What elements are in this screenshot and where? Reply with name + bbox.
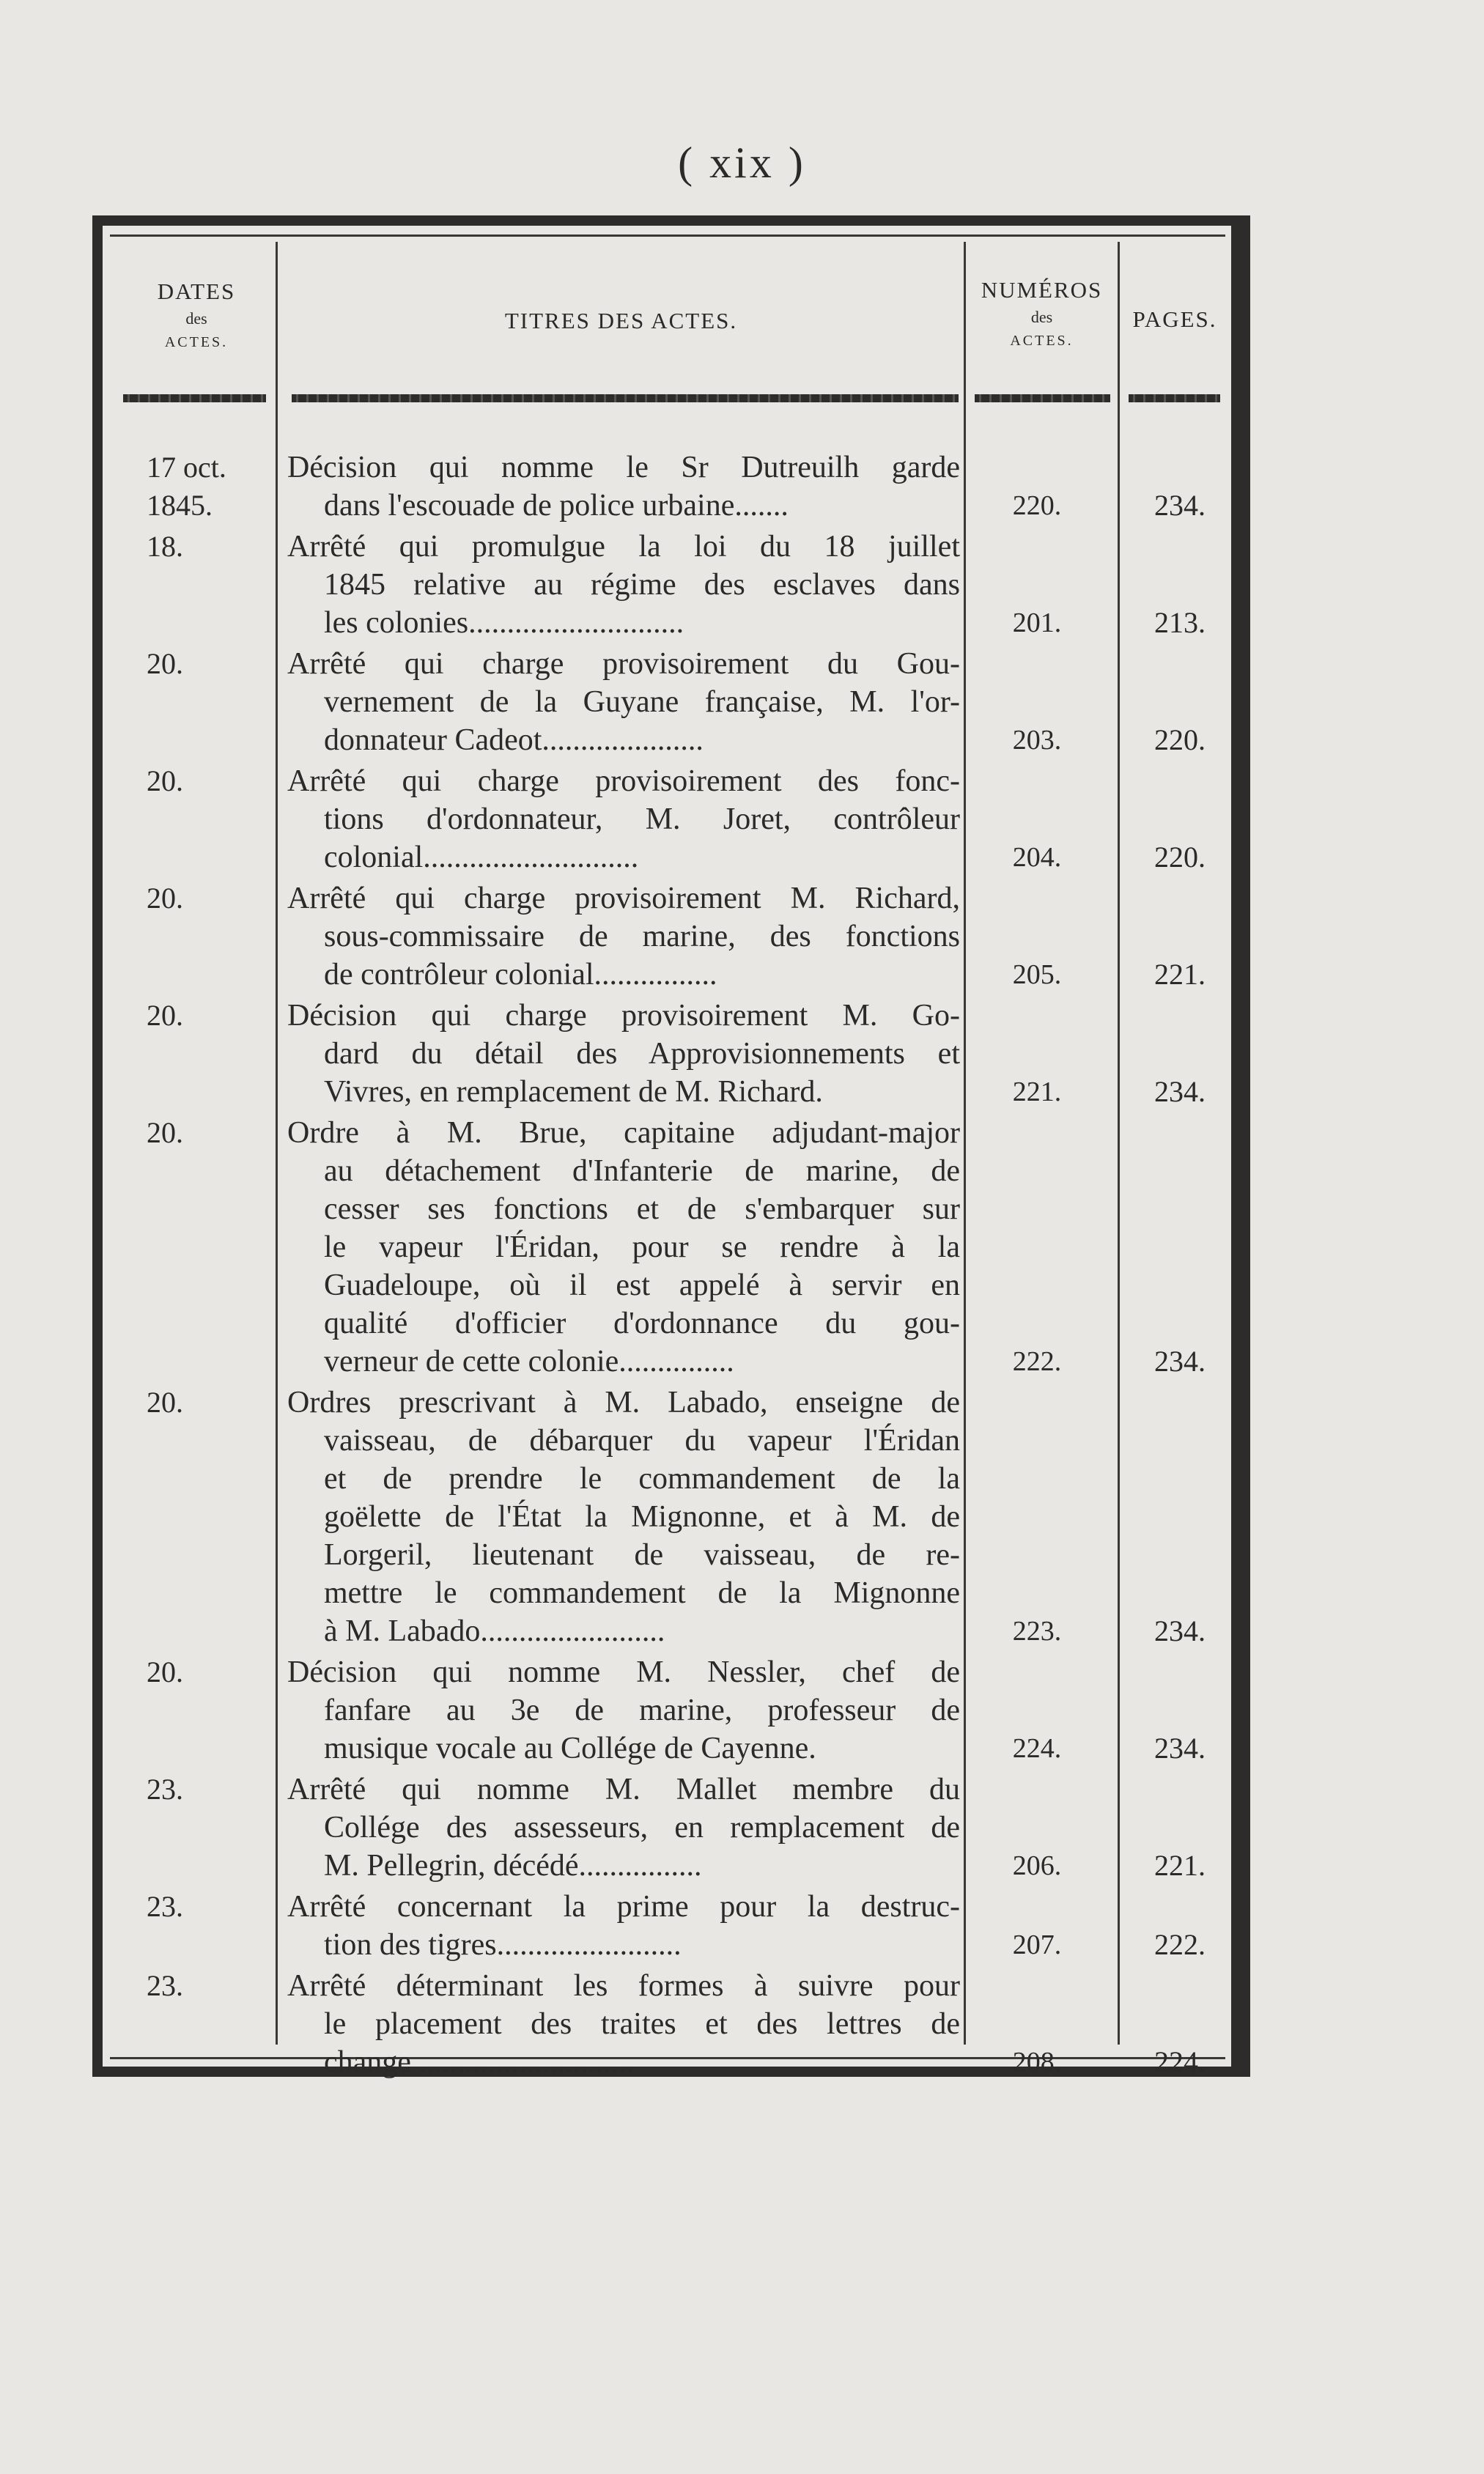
row-title	[287, 1888, 960, 1964]
header-dates	[117, 278, 276, 351]
column-divider-3	[1118, 242, 1120, 2045]
header-pages	[1120, 306, 1230, 333]
row-date: 20.	[147, 882, 183, 915]
row-title-line: et de prendre le commandement de la	[324, 1462, 960, 1496]
row-act-number: 224.	[1012, 1733, 1062, 1764]
row-act-number: 220.	[1012, 490, 1062, 521]
row-title	[287, 1967, 960, 2081]
row-act-number: 201.	[1012, 608, 1062, 638]
row-page-number: 222.	[1154, 1928, 1206, 1961]
row-act-number: 222.	[1012, 1346, 1062, 1377]
header-dates-sub1: des	[185, 309, 207, 328]
row-title-line: change ............................	[324, 2045, 635, 2079]
row-title-line: vaisseau, de débarquer du vapeur l'Éridan	[324, 1424, 960, 1458]
row-title-line: Décision qui nomme le Sr Dutreuilh garde	[287, 451, 960, 484]
row-title-line: Arrêté concernant la prime pour la destruc-	[287, 1890, 960, 1924]
row-page-number: 234.	[1154, 489, 1206, 522]
row-title-line: donnateur Cadeot.....................	[324, 723, 704, 757]
header-titles	[278, 308, 964, 334]
row-title	[287, 1770, 960, 1885]
row-page-number: 221.	[1154, 1849, 1206, 1882]
row-title-line: fanfare au 3e de marine, professeur de	[324, 1694, 960, 1727]
row-title-line: qualité d'officier d'ordonnance du gou-	[324, 1307, 960, 1340]
row-page-number: 224.	[1154, 2045, 1206, 2078]
row-date: 18.	[147, 530, 183, 563]
page-header: ( xix )	[678, 139, 806, 187]
row-date: 17 oct.	[147, 451, 226, 484]
row-page-number: 234.	[1154, 1075, 1206, 1108]
row-act-number: 205.	[1012, 959, 1062, 990]
row-title-line: à M. Labado........................	[324, 1614, 665, 1648]
row-title	[287, 1384, 960, 1650]
row-title	[287, 1114, 960, 1381]
column-divider-2	[964, 242, 966, 2045]
row-date: 20.	[147, 1655, 183, 1688]
row-page-number: 213.	[1154, 606, 1206, 639]
row-title-line: cesser ses fonctions et de s'embarquer sur	[324, 1192, 960, 1226]
row-title-line: Arrêté qui charge provisoirement M. Richard,	[287, 882, 960, 915]
row-title-line: Arrêté qui promulgue la loi du 18 juillet	[287, 530, 960, 564]
header-rule-titles	[292, 394, 959, 402]
row-title-line: Décision qui nomme M. Nessler, chef de	[287, 1655, 960, 1689]
row-page-number: 234.	[1154, 1732, 1206, 1765]
column-divider-1	[276, 242, 278, 2045]
row-title-line: Guadeloupe, où il est appelé à servir en	[324, 1269, 960, 1302]
row-title-line: Vivres, en remplacement de M. Richard.	[324, 1075, 823, 1109]
row-title-line: goëlette de l'État la Mignonne, et à M. de	[324, 1500, 960, 1534]
row-title-line: vernement de la Guyane française, M. l'or-	[324, 685, 960, 719]
row-title-line: verneur de cette colonie...............	[324, 1345, 734, 1378]
row-title-line: Arrêté qui nomme M. Mallet membre du	[287, 1773, 960, 1806]
row-title-line: dans l'escouade de police urbaine.......	[324, 489, 789, 523]
row-date: 23.	[147, 1969, 183, 2002]
row-date: 20.	[147, 999, 183, 1032]
header-numbers-sub1: des	[1030, 308, 1053, 326]
row-act-number: 204.	[1012, 842, 1062, 873]
row-date: 20.	[147, 647, 183, 680]
row-date: 23.	[147, 1773, 183, 1806]
row-title-line: Lorgeril, lieutenant de vaisseau, de re-	[324, 1538, 960, 1572]
row-title-line: le vapeur l'Éridan, pour se rendre à la	[324, 1230, 960, 1264]
header-rule-dates	[123, 394, 266, 402]
row-title-line: Ordre à M. Brue, capitaine adjudant-major	[287, 1116, 960, 1150]
row-date: 20.	[147, 764, 183, 797]
row-title	[287, 762, 960, 876]
row-date-year: 1845.	[147, 489, 213, 522]
row-title-line: mettre le commandement de la Mignonne	[324, 1576, 960, 1610]
row-title-line: Arrêté qui charge provisoirement des fonc-	[287, 764, 960, 798]
row-page-number: 220.	[1154, 841, 1206, 874]
row-title-line: Arrêté déterminant les formes à suivre pour	[287, 1969, 960, 2003]
row-act-number: 207.	[1012, 1930, 1062, 1960]
row-title	[287, 879, 960, 994]
row-title-line: Collége des assesseurs, en remplacement de	[324, 1811, 960, 1845]
row-title-line: dard du détail des Approvisionnements et	[324, 1037, 960, 1071]
row-title	[287, 448, 960, 525]
row-page-number: 221.	[1154, 958, 1206, 991]
header-titles-title: TITRES DES ACTES.	[504, 308, 738, 333]
row-title-line: tions d'ordonnateur, M. Joret, contrôleur	[324, 802, 960, 836]
header-rule-pages	[1129, 394, 1220, 402]
row-act-number: 208.	[1012, 2047, 1062, 2078]
row-page-number: 234.	[1154, 1345, 1206, 1378]
row-date: 20.	[147, 1116, 183, 1149]
row-title	[287, 997, 960, 1111]
row-page-number: 220.	[1154, 723, 1206, 756]
row-act-number: 206.	[1012, 1850, 1062, 1881]
row-title-line: de contrôleur colonial................	[324, 958, 717, 992]
row-date: 23.	[147, 1890, 183, 1923]
row-title-line: tion des tigres........................	[324, 1928, 682, 1962]
row-title-line: 1845 relative au régime des esclaves dans	[324, 568, 960, 602]
header-rule-numbers	[975, 394, 1110, 402]
row-title-line: Arrêté qui charge provisoirement du Gou-	[287, 647, 960, 681]
row-act-number: 223.	[1012, 1616, 1062, 1647]
row-title	[287, 645, 960, 759]
header-dates-title: DATES	[157, 278, 236, 304]
row-act-number: 203.	[1012, 725, 1062, 756]
row-title	[287, 528, 960, 642]
row-title-line: les colonies............................	[324, 606, 684, 640]
row-title-line: sous-commissaire de marine, des fonctions	[324, 920, 960, 953]
row-title-line: Ordres prescrivant à M. Labado, enseigne de	[287, 1386, 960, 1419]
row-page-number: 234.	[1154, 1614, 1206, 1647]
header-numbers-sub2: ACTES.	[1010, 333, 1074, 349]
row-title-line: musique vocale au Collége de Cayenne.	[324, 1732, 816, 1765]
row-title-line: le placement des traites et des lettres de	[324, 2007, 960, 2041]
row-title-line: M. Pellegrin, décédé................	[324, 1849, 702, 1883]
row-title-line: colonial............................	[324, 841, 639, 874]
header-pages-title: PAGES.	[1132, 306, 1217, 332]
row-title	[287, 1653, 960, 1768]
header-numbers	[966, 277, 1118, 350]
row-date: 20.	[147, 1386, 183, 1419]
header-dates-sub2: ACTES.	[164, 334, 229, 350]
row-title-line: au détachement d'Infanterie de marine, de	[324, 1154, 960, 1188]
row-act-number: 221.	[1012, 1077, 1062, 1107]
header-numbers-title: NUMÉROS	[981, 277, 1103, 303]
row-title-line: Décision qui charge provisoirement M. Go-	[287, 999, 960, 1033]
